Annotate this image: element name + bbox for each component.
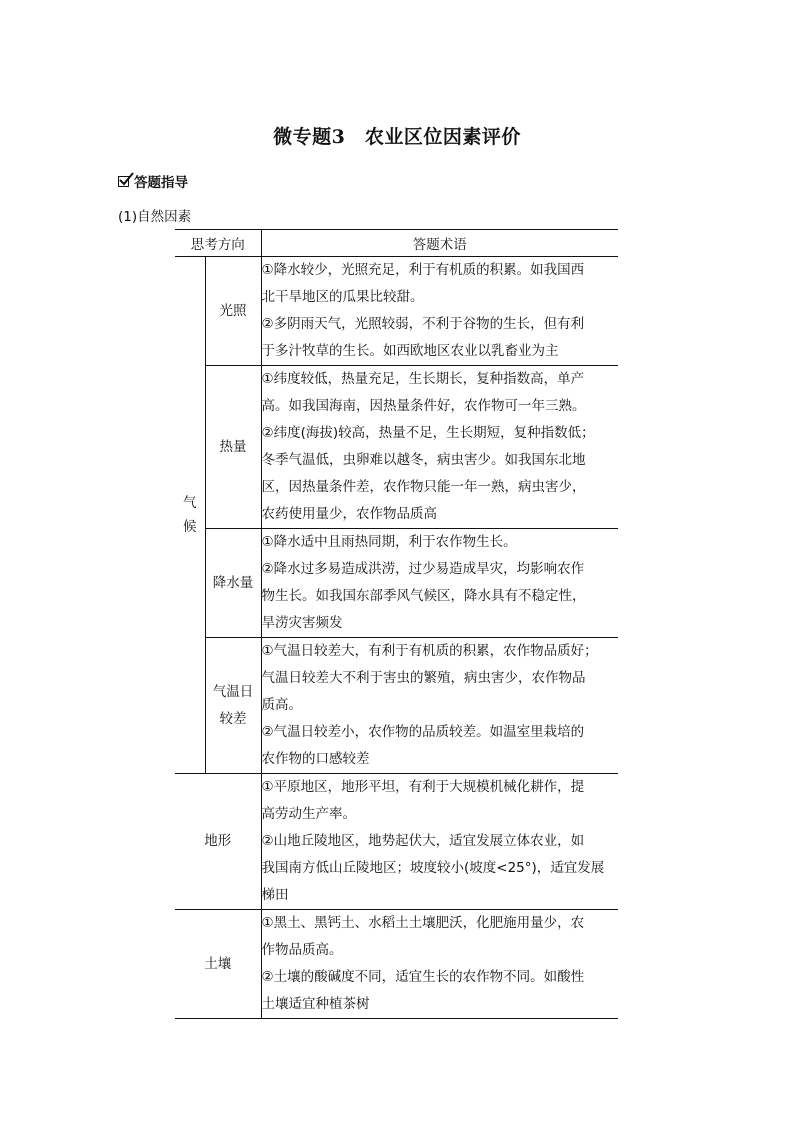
header-terms: 答题术语 bbox=[261, 230, 618, 257]
table-row bbox=[175, 529, 618, 638]
text-line: ①黑土、黑钙土、水稻土土壤肥沃，化肥施用量少，农 bbox=[261, 915, 585, 931]
text-line: ①平原地区，地形平坦，有利于大规模机械化耕作，提 bbox=[261, 779, 585, 795]
text-line: 作物品质高。 bbox=[261, 942, 343, 958]
climate-char-2: 候 bbox=[183, 519, 197, 535]
terms-cell bbox=[261, 774, 618, 910]
terms-cell bbox=[261, 910, 618, 1019]
factor-cell: 热量 bbox=[205, 366, 261, 529]
text-line: ②土壤的酸碱度不同，适宜生长的农作物不同。如酸性 bbox=[261, 969, 585, 985]
factor-cell: 降水量 bbox=[205, 529, 261, 638]
text-line: 质高。 bbox=[261, 697, 302, 713]
terms-cell bbox=[261, 366, 618, 529]
text-line: ②气温日较差小，农作物的品质较差。如温室里栽培的 bbox=[261, 724, 585, 740]
factor-cell: 土壤 bbox=[175, 910, 261, 1019]
text-line: 我国南方低山丘陵地区；坡度较小(坡度<25°)，适宜发展 bbox=[261, 860, 605, 876]
table-row bbox=[175, 638, 618, 774]
text-line: ①降水适中且雨热同期，利于农作物生长。 bbox=[261, 534, 517, 550]
factor-cell: 地形 bbox=[175, 774, 261, 910]
guide-label: 答题指导 bbox=[134, 175, 188, 191]
text-line: ②山地丘陵地区，地势起伏大，适宜发展立体农业，如 bbox=[261, 833, 585, 849]
text-line: 北干旱地区的瓜果比较甜。 bbox=[261, 289, 424, 305]
factor-line: 气温日 bbox=[212, 683, 254, 700]
table-row bbox=[175, 774, 618, 910]
factor-cell bbox=[205, 638, 261, 774]
text-line: 梯田 bbox=[261, 887, 289, 903]
text-line: 气温日较差大不利于害虫的繁殖，病虫害少，农作物品 bbox=[261, 670, 586, 686]
text-line: 物生长。如我国东部季风气候区，降水具有不稳定性， bbox=[261, 588, 586, 604]
text-line: 农作物的口感较差 bbox=[261, 751, 370, 767]
text-line: 冬季气温低，虫卵难以越冬，病虫害少。如我国东北地 bbox=[261, 452, 586, 468]
text-line: 于多汁牧草的生长。如西欧地区农业以乳畜业为主 bbox=[261, 343, 559, 359]
climate-char-1: 气 bbox=[183, 495, 197, 511]
text-line: ②多阴雨天气，光照较弱，不利于谷物的生长，但有利 bbox=[261, 316, 585, 332]
text-line: ①降水较少，光照充足，利于有机质的积累。如我国西 bbox=[261, 262, 585, 278]
terms-cell bbox=[261, 638, 618, 774]
text-line: ②纬度(海拔)较高，热量不足，生长期短，复种指数低； bbox=[261, 425, 595, 441]
text-line: 区，因热量条件差，农作物只能一年一熟，病虫害少， bbox=[261, 479, 586, 495]
table-row bbox=[175, 257, 618, 366]
terms-cell bbox=[261, 529, 618, 638]
text-line: 土壤适宜种植茶树 bbox=[261, 996, 370, 1012]
text-line: ①纬度较低，热量充足，生长期长，复种指数高，单产 bbox=[261, 371, 585, 387]
checkmark-box-icon bbox=[118, 176, 129, 187]
factor-table bbox=[175, 229, 618, 1019]
category-climate bbox=[175, 257, 205, 774]
text-line: ①气温日较差大，有利于有机质的积累，农作物品质好； bbox=[261, 643, 598, 659]
page-title: 微专题3 农业区位因素评价 bbox=[273, 126, 521, 148]
guide-heading bbox=[118, 172, 188, 190]
text-line: 高。如我国海南，因热量条件好，农作物可一年三熟。 bbox=[261, 398, 586, 414]
section-label: (1)自然因素 bbox=[118, 209, 192, 225]
text-line: 高劳动生产率。 bbox=[261, 806, 356, 822]
table-row bbox=[175, 366, 618, 529]
terms-cell bbox=[261, 257, 618, 366]
text-line: 旱涝灾害频发 bbox=[261, 615, 343, 631]
text-line: 农药使用量少，农作物品质高 bbox=[261, 506, 437, 522]
text-line: ②降水过多易造成洪涝，过少易造成旱灾，均影响农作 bbox=[261, 561, 585, 577]
factor-cell: 光照 bbox=[205, 257, 261, 366]
table-header-row bbox=[175, 230, 618, 257]
header-direction: 思考方向 bbox=[175, 230, 261, 257]
table-row bbox=[175, 910, 618, 1019]
factor-line: 较差 bbox=[219, 710, 247, 727]
